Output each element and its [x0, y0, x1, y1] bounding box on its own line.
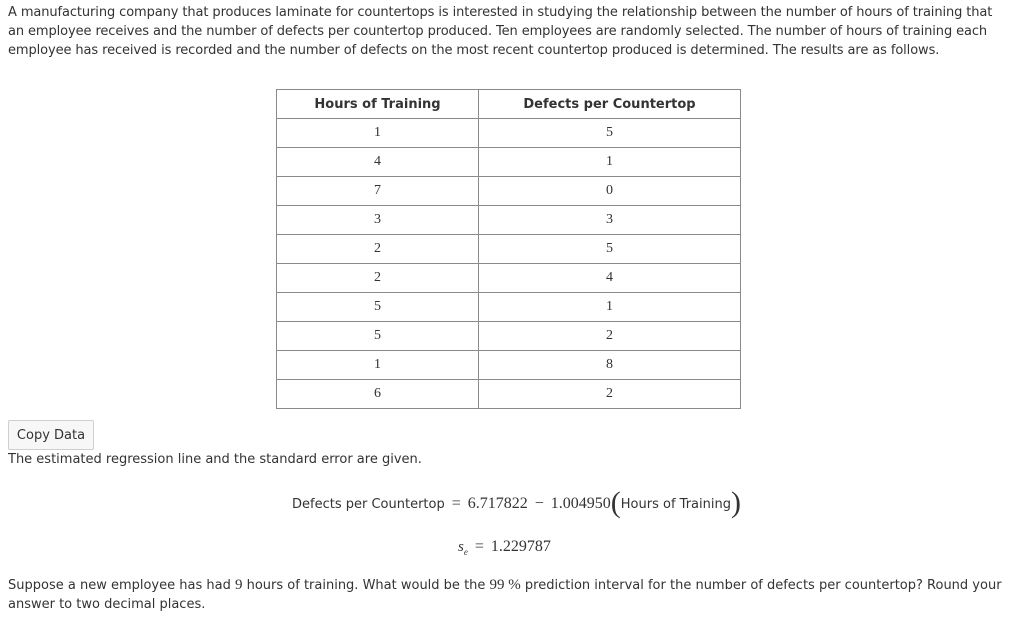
table-row [277, 177, 741, 206]
defects-cell: 3 [479, 206, 741, 235]
table-row [277, 206, 741, 235]
table-row [277, 351, 741, 380]
equation-variable: Hours of Training [620, 496, 731, 512]
defects-cell: 5 [479, 119, 741, 148]
hours-cell: 2 [277, 235, 479, 264]
table-row [277, 293, 741, 322]
hours-cell: 2 [277, 264, 479, 293]
defects-cell: 2 [479, 380, 741, 409]
defects-cell: 4 [479, 264, 741, 293]
table-header-row [277, 90, 741, 119]
equation-minus: − [534, 495, 544, 512]
standard-error-equals: = [474, 538, 484, 555]
standard-error-line [458, 538, 551, 557]
header-defects-per-countertop: Defects per Countertop [479, 90, 741, 119]
hours-cell: 1 [277, 351, 479, 380]
equation-open-paren: ( [610, 486, 621, 519]
standard-error-value: 1.229787 [490, 538, 551, 555]
given-text: The estimated regression line and the standard error are given. [8, 452, 422, 467]
table-row [277, 235, 741, 264]
hours-cell: 5 [277, 322, 479, 351]
equation-lhs: Defects per Countertop [292, 496, 445, 512]
hours-cell: 4 [277, 148, 479, 177]
hours-cell: 6 [277, 380, 479, 409]
table-row [277, 148, 741, 177]
defects-cell: 0 [479, 177, 741, 206]
hours-cell: 1 [277, 119, 479, 148]
defects-cell: 8 [479, 351, 741, 380]
copy-data-button[interactable]: Copy Data [8, 420, 94, 450]
table-row [277, 264, 741, 293]
defects-cell: 1 [479, 148, 741, 177]
standard-error-symbol: $s_e$ [458, 539, 468, 557]
defects-cell: 1 [479, 293, 741, 322]
defects-cell: 5 [479, 235, 741, 264]
equation-close-paren: ) [730, 486, 741, 519]
equation-equals: = [451, 495, 461, 512]
hours-cell: 5 [277, 293, 479, 322]
problem-intro-text: A manufacturing company that produces laminate for countertops is interested in studying the relationship between the number of hours of training that an employee receives and the number of defects per countertop produced. Ten employees are randomly selected. The number of hours of training each employee has received is recorded and the number of defects on the most recent countertop produced is determined. The results are as follows. [8, 5, 993, 58]
question-percent: 99 % [489, 577, 521, 593]
hours-cell: 7 [277, 177, 479, 206]
equation-intercept: 6.717822 [467, 495, 528, 512]
defects-cell: 2 [479, 322, 741, 351]
header-hours-of-training: Hours of Training [277, 90, 479, 119]
table-row [277, 322, 741, 351]
question-hours: 9 [234, 577, 243, 593]
data-table [276, 89, 741, 409]
regression-equation [292, 488, 741, 520]
question-text: Suppose a new employee has had 9 hours of training. What would be the 99 % prediction interval for the number of defects per countertop? Round your answer to two decimal places. [8, 577, 1002, 612]
table-row [277, 119, 741, 148]
equation-slope: 1.004950 [550, 495, 611, 512]
table-row [277, 380, 741, 409]
hours-cell: 3 [277, 206, 479, 235]
